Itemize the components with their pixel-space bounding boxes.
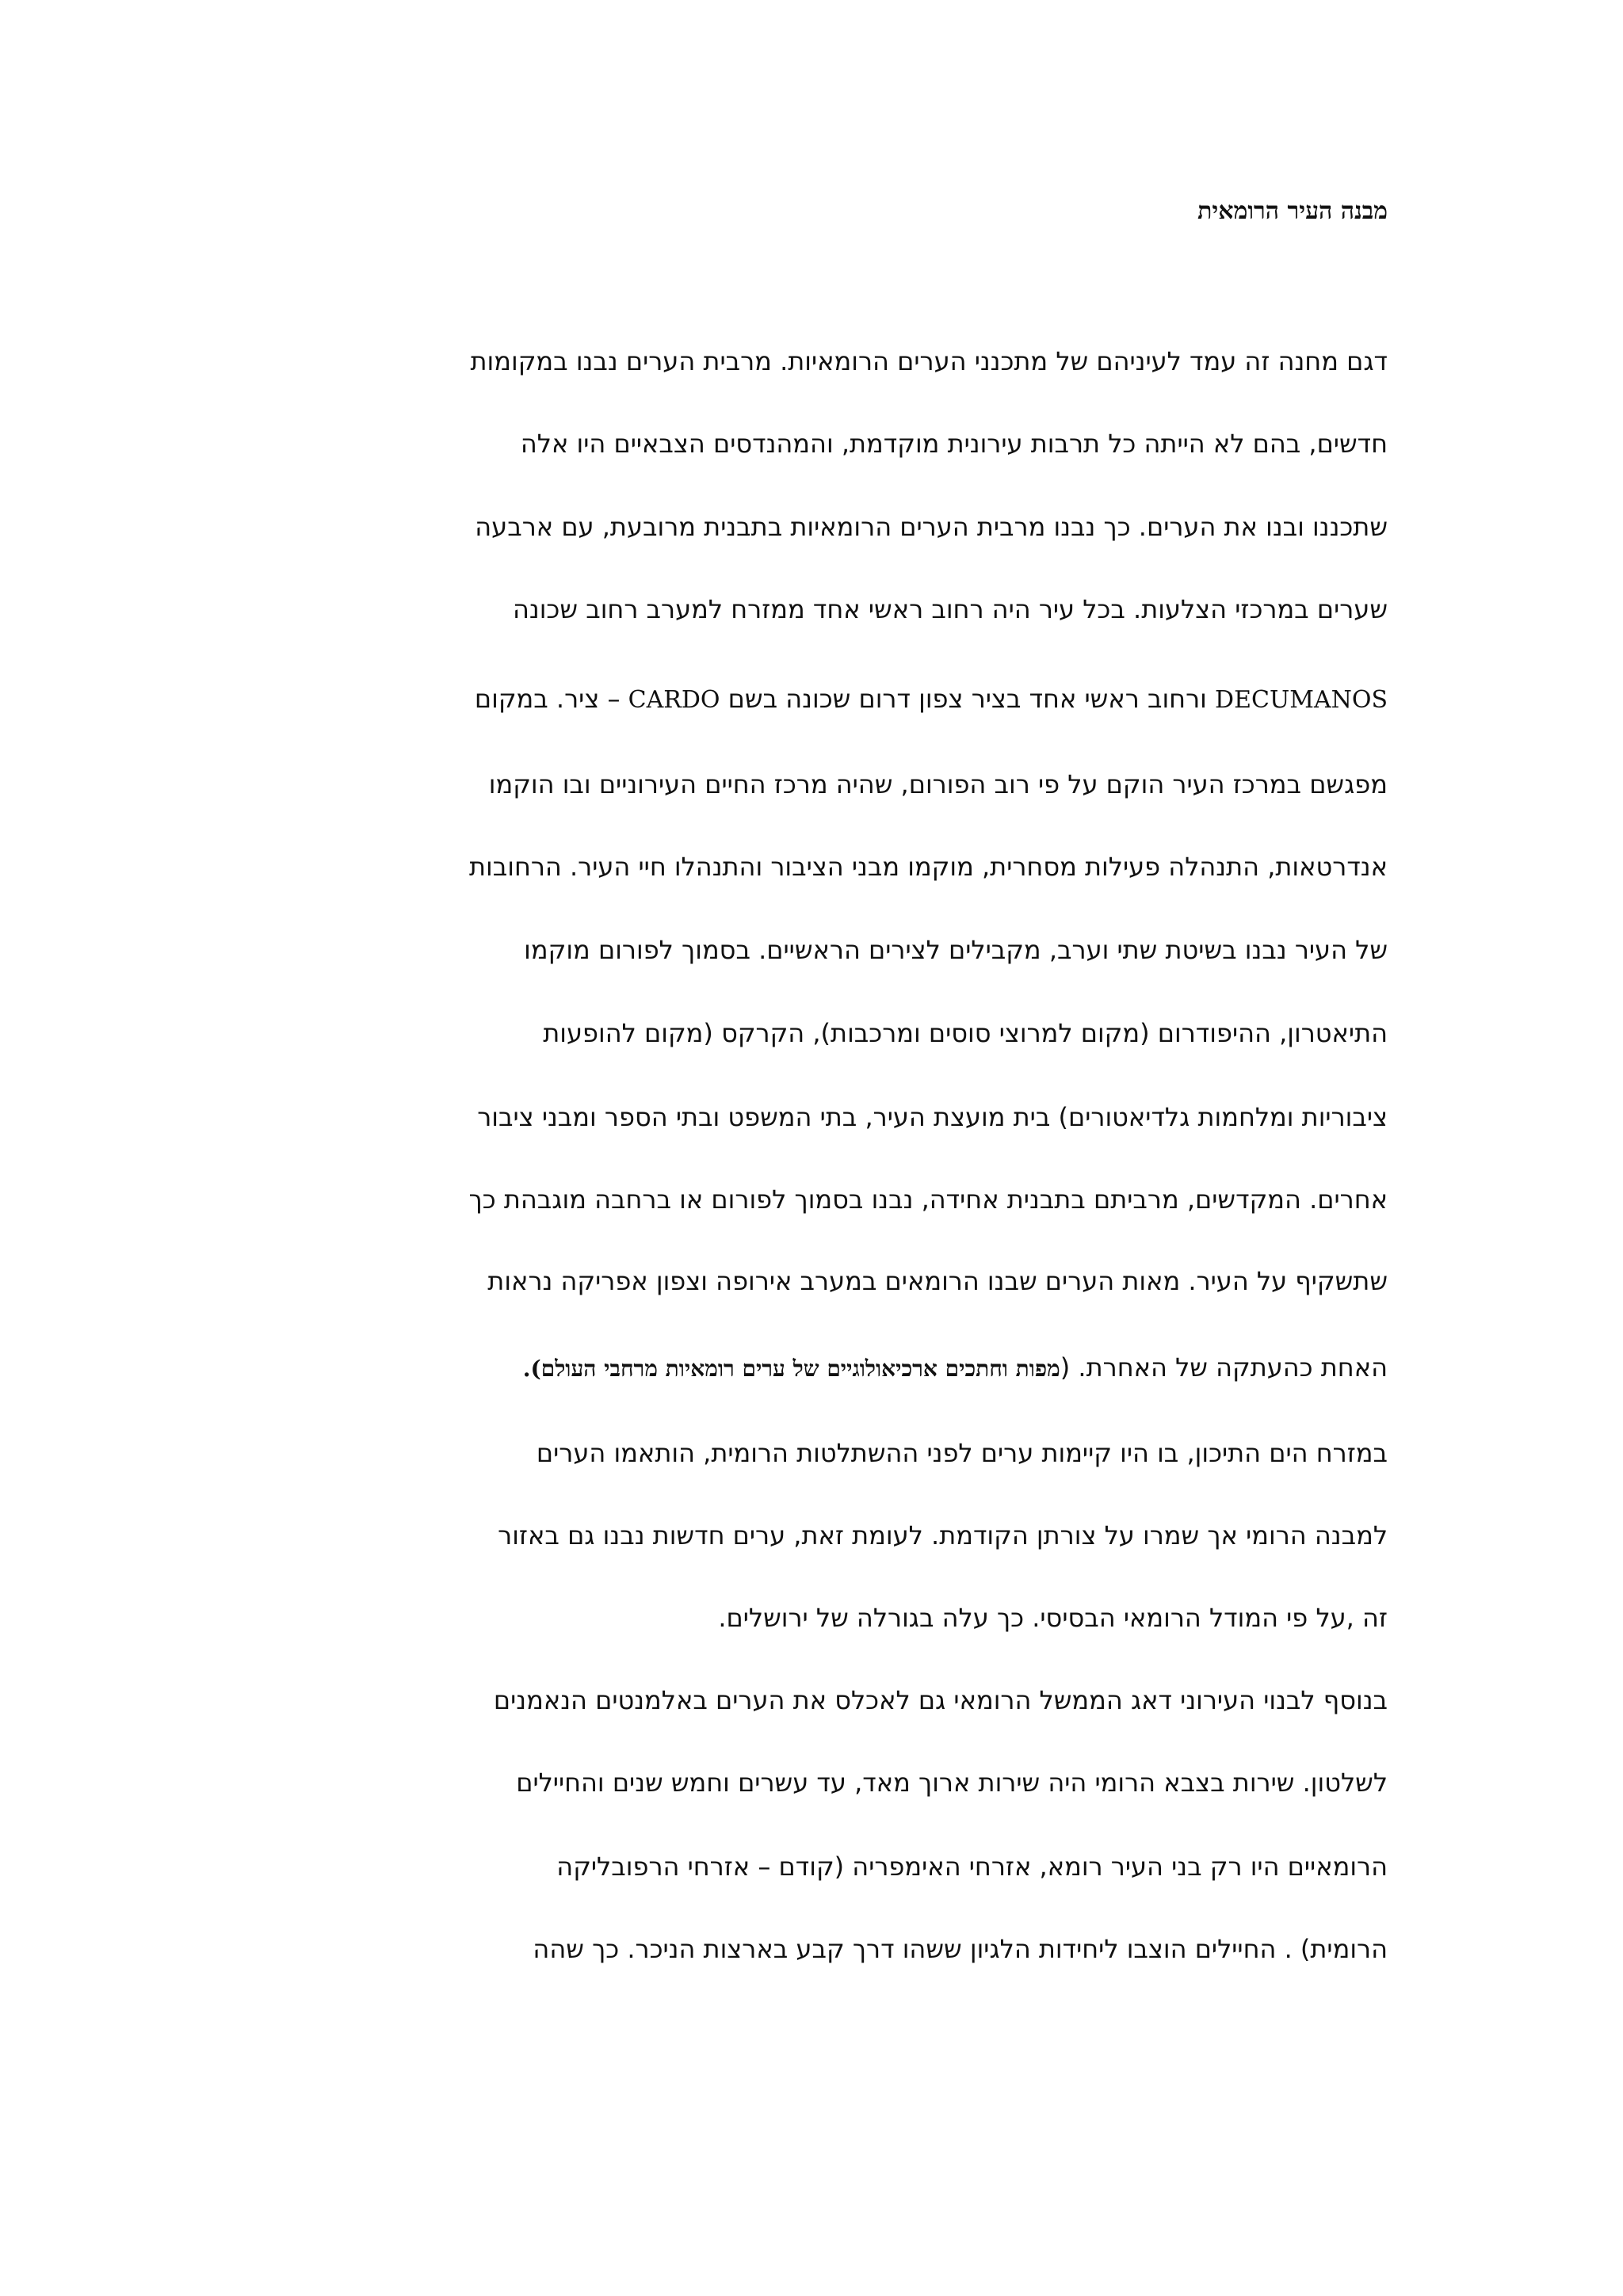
text-line-13 <box>523 1348 1388 1388</box>
text-line-16: זה ,על פי המודל הרומאי הבסיסי. כך עלה בגורלה של ירושלים. <box>718 1603 1388 1633</box>
text-line-5 <box>475 680 1388 719</box>
text-line-7: אנדרטאות, התנהלה פעילות מסחרית, מוקמו מבני הציבור והתנהלו חיי העיר. הרחובות <box>468 852 1388 882</box>
text-line-4: שערים במרכזי הצלעות. בכל עיר היה רחוב ראשי אחד ממזרח למערב רחוב שכונה <box>512 594 1388 624</box>
text-line-2: חדשים, בהם לא הייתה כל תרבות עירונית מוקדמת, והמהנדסים הצבאיים היו אלה <box>520 429 1388 459</box>
text-line-9: התיאטרון, ההיפודרום (מקום למרוצי סוסים ומרכבות), הקרקס (מקום להופעות <box>543 1018 1388 1048</box>
citation-bold: מפות וחתכים ארכיאולוגיים של ערים רומאיות מרחבי העולם <box>540 1356 1060 1382</box>
citation-close-paren: ). <box>522 1356 541 1382</box>
text-line-11: אחרים. המקדשים, מרביתם בתבנית אחידה, נבנו בסמוך לפורום או ברחבה מוגבהת כך <box>468 1184 1388 1215</box>
text-line-15: למבנה הרומי אך שמרו על צורתן הקודמת. לעומת זאת, ערים חדשות נבנו גם באזור <box>498 1520 1388 1550</box>
text-line-20: הרומית) . החיילים הוצבו ליחידות הלגיון ששהו דרך קבע בארצות הניכר. כך שהה <box>533 1934 1388 1964</box>
text-line-5-part-1: ורחוב ראשי אחד בציר צפון דרום שכונה בשם <box>720 684 1216 714</box>
document-title: מבנה העיר הרומאית <box>1197 197 1388 225</box>
text-line-17: בנוסף לבנוי העירוני דאג הממשל הרומאי גם לאכלס את הערים באלמנטים הנאמנים <box>493 1685 1388 1715</box>
text-line-10: ציבוריות ומלחמות גלדיאטורים) בית מועצת העיר, בתי המשפט ובתי הספר ומבני ציבור <box>477 1102 1388 1132</box>
text-line-5-part-2: – ציר. במקום <box>474 684 628 714</box>
text-line-8: של העיר נבנו בשיטת שתי וערב, מקבילים לצירים הראשיים. בסמוך לפורום מוקמו <box>524 935 1388 965</box>
cardo-term: CARDO <box>628 686 720 714</box>
text-line-12: שתשקיף על העיר. מאות הערים שבנו הרומאים במערב אירופה וצפון אפריקה נראות <box>487 1266 1388 1296</box>
citation-open-paren: ( <box>1060 1352 1071 1383</box>
text-line-6: מפגשם במרכז העיר הוקם על פי רוב הפורום, שהיה מרכז החיים העירוניים ובו הוקמו <box>488 769 1388 799</box>
text-line-1: דגם מחנה זה עמד לעיניהם של מתכנני הערים הרומאיות. מרבית הערים נבנו במקומות <box>470 346 1388 376</box>
decumanos-term: DECUMANOS <box>1215 686 1388 714</box>
text-line-18: לשלטון. שירות בצבא הרומי היה שירות ארוך מאד, עד עשרים וחמש שנים והחיילים <box>516 1768 1388 1798</box>
text-line-3: שתכננו ובנו את הערים. כך נבנו מרבית הערים הרומאיות בתבנית מרובעת, עם ארבעה <box>475 512 1388 542</box>
text-line-19: הרומאיים היו רק בני העיר רומא, אזרחי האימפריה (קודם – אזרחי הרפובליקה <box>556 1852 1388 1882</box>
text-line-13-part-1: האחת כהעתקה של האחרת. <box>1070 1352 1388 1383</box>
text-line-14: במזרח הים התיכון, בו היו קיימות ערים לפני ההשתלטות הרומית, הותאמו הערים <box>536 1438 1388 1468</box>
